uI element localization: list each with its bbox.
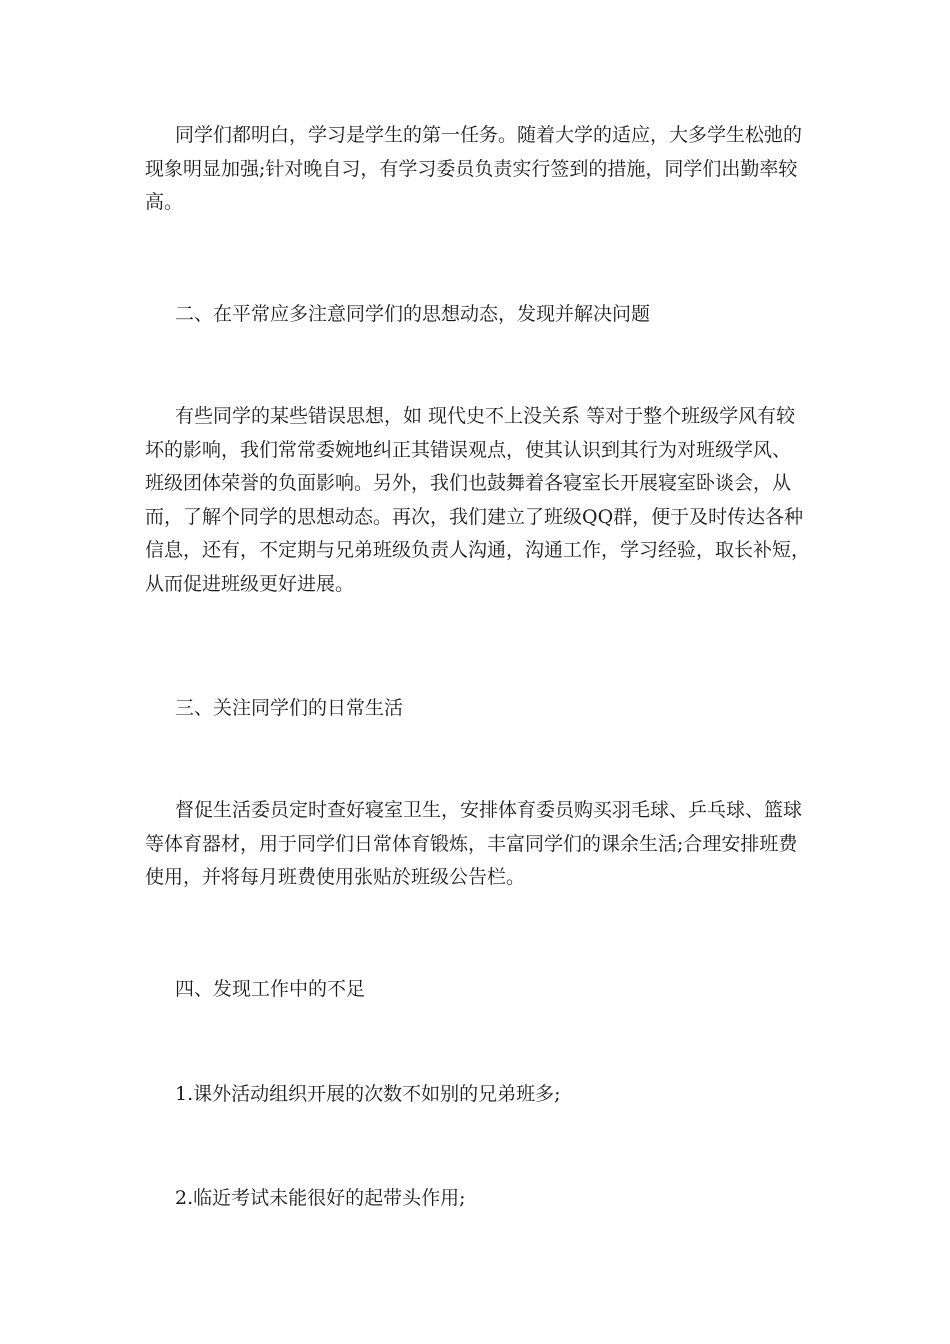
paragraph-daily-life xyxy=(145,794,810,895)
paragraph-line: 信息，还有，不定期与兄弟班级负责人沟通，沟通工作，学习经验，取长补短， xyxy=(145,539,811,561)
paragraph-line: 有些同学的某些错误思想，如 现代史不上没关系 等对于整个班级学风有较 xyxy=(175,405,796,427)
paragraph-line: 高。 xyxy=(145,191,184,213)
section-heading-3: 三、关注同学们的日常生活 xyxy=(175,697,404,719)
paragraph-line: 等体育器材，用于同学们日常体育锻炼，丰富同学们的课余生活;合理安排班费 xyxy=(145,832,798,855)
paragraph-line: 坏的影响，我们常常委婉地纠正其错误观点，使其认识到其行为对班级学风、 xyxy=(145,438,792,461)
paragraph-thoughts xyxy=(145,400,810,601)
paragraph-line: 班级团体荣誉的负面影响。另外，我们也鼓舞着各寝室长开展寝室卧谈会，从 xyxy=(145,472,792,494)
paragraph-line: 而，了解个同学的思想动态。再次，我们建立了班级QQ群，便于及时传达各种 xyxy=(145,505,804,528)
section-heading-4: 四、发现工作中的不足 xyxy=(175,978,366,1000)
paragraph-line: 使用，并将每月班费使用张贴於班级公告栏。 xyxy=(145,866,526,888)
section-heading-2: 二、在平常应多注意同学们的思想动态，发现并解决问题 xyxy=(175,303,651,325)
list-item: 2.临近考试未能很好的起带头作用; xyxy=(175,1187,466,1209)
paragraph-line: 从而促进班级更好进展。 xyxy=(145,572,355,595)
paragraph-study xyxy=(145,119,810,220)
paragraph-line: 现象明显加强;针对晚自习，有学习委员负责实行签到的措施，同学们出勤率较 xyxy=(145,157,798,180)
list-item: 1.课外活动组织开展的次数不如别的兄弟班多; xyxy=(175,1083,561,1105)
paragraph-line: 督促生活委员定时查好寝室卫生，安排体育委员购买羽毛球、乒乓球、篮球 xyxy=(175,799,803,821)
paragraph-line: 同学们都明白，学习是学生的第一任务。随着大学的适应，大多学生松弛的 xyxy=(175,124,803,146)
